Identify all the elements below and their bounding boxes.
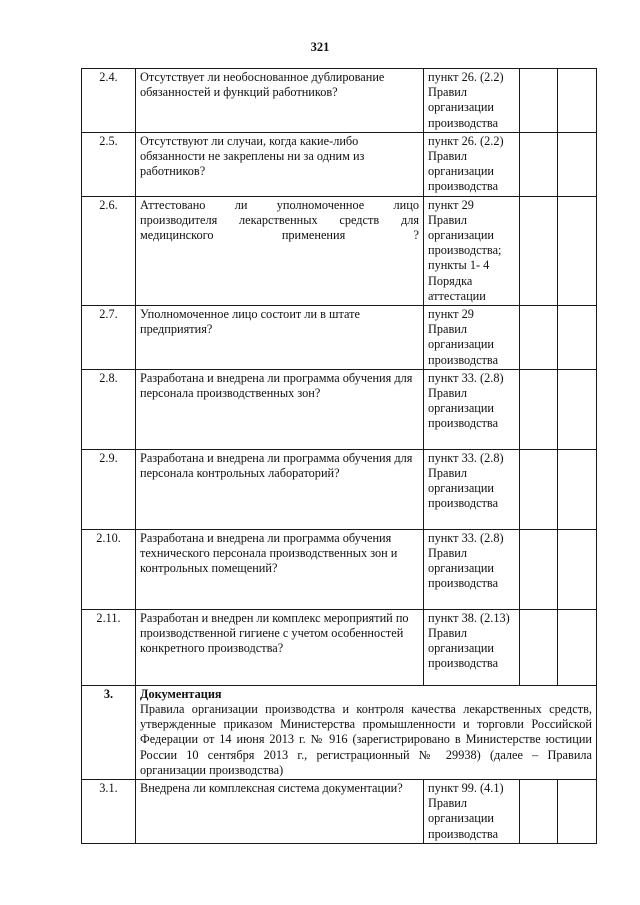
row-number: 2.10. [82, 529, 136, 609]
row-number: 2.7. [82, 306, 136, 370]
answer-yes-cell[interactable] [520, 529, 558, 609]
answer-yes-cell[interactable] [520, 196, 558, 305]
page-number: 321 [310, 40, 330, 54]
row-number: 2.6. [82, 196, 136, 305]
row-number: 2.8. [82, 369, 136, 449]
row-question: Разработана и внедрена ли программа обучения для персонала производственных зон? [136, 369, 424, 449]
row-reference: пункт 26. (2.2) Правил организации производства [424, 69, 520, 133]
answer-no-cell[interactable] [558, 609, 597, 685]
section-body [136, 685, 597, 779]
table-row [82, 780, 597, 844]
row-reference: пункт 33. (2.8) Правил организации производства [424, 529, 520, 609]
row-reference: пункт 33. (2.8) Правил организации производства [424, 449, 520, 529]
answer-yes-cell[interactable] [520, 449, 558, 529]
row-reference: пункт 26. (2.2) Правил организации производства [424, 132, 520, 196]
answer-no-cell[interactable] [558, 529, 597, 609]
section-number: 3. [82, 685, 136, 779]
row-reference: пункт 99. (4.1) Правил организации производства [424, 780, 520, 844]
row-question: Отсутствует ли необоснованное дублирование обязанностей и функций работников? [136, 69, 424, 133]
row-reference: пункт 29 Правил организации производства [424, 306, 520, 370]
row-reference: пункт 38. (2.13) Правил организации производства [424, 609, 520, 685]
answer-no-cell[interactable] [558, 69, 597, 133]
row-question: Разработана и внедрена ли программа обучения для персонала контрольных лабораторий? [136, 449, 424, 529]
row-number: 2.5. [82, 132, 136, 196]
answer-no-cell[interactable] [558, 132, 597, 196]
table-row [82, 132, 597, 196]
row-reference: пункт 33. (2.8) Правил организации производства [424, 369, 520, 449]
table-row [82, 306, 597, 370]
answer-no-cell[interactable] [558, 369, 597, 449]
row-question: Внедрена ли комплексная система документации? [136, 780, 424, 844]
answer-no-cell[interactable] [558, 780, 597, 844]
row-number: 2.4. [82, 69, 136, 133]
row-question: Отсутствуют ли случаи, когда какие-либо обязанности не закреплены ни за одним из работников? [136, 132, 424, 196]
answer-yes-cell[interactable] [520, 369, 558, 449]
answer-no-cell[interactable] [558, 306, 597, 370]
table-row [82, 196, 597, 305]
table-row [82, 369, 597, 449]
row-number: 2.11. [82, 609, 136, 685]
row-question: Аттестовано ли уполномоченное лицо производителя лекарственных средств для медицинского применения ? [136, 196, 424, 305]
section-text: Правила организации производства и контроля качества лекарственных средств, утвержденные приказом Министерства промышленности и торговли Российской Федерации от 14 июня 2013 г. № 916 (зарегистрировано в Министерстве юстиции России 10 сентября 2013 г., регистрационный № 29938) (далее – Правила организации производства) [140, 702, 592, 777]
table-row [82, 529, 597, 609]
table-row [82, 609, 597, 685]
section-row [82, 685, 597, 779]
row-reference: пункт 29 Правил организации производства; пункты 1- 4 Порядка аттестации [424, 196, 520, 305]
answer-yes-cell[interactable] [520, 69, 558, 133]
answer-yes-cell[interactable] [520, 780, 558, 844]
row-question: Уполномоченное лицо состоит ли в штате предприятия? [136, 306, 424, 370]
row-question: Разработан и внедрен ли комплекс мероприятий по производственной гигиене с учетом особенностей конкретного производства? [136, 609, 424, 685]
table-row [82, 449, 597, 529]
answer-no-cell[interactable] [558, 196, 597, 305]
row-number: 2.9. [82, 449, 136, 529]
answer-yes-cell[interactable] [520, 132, 558, 196]
answer-yes-cell[interactable] [520, 609, 558, 685]
row-number: 3.1. [82, 780, 136, 844]
answer-yes-cell[interactable] [520, 306, 558, 370]
section-title: Документация [140, 686, 222, 701]
answer-no-cell[interactable] [558, 449, 597, 529]
table-row [82, 69, 597, 133]
row-question: Разработана и внедрена ли программа обучения технического персонала производственных зон и контрольных помещений? [136, 529, 424, 609]
checklist-table [81, 68, 597, 844]
